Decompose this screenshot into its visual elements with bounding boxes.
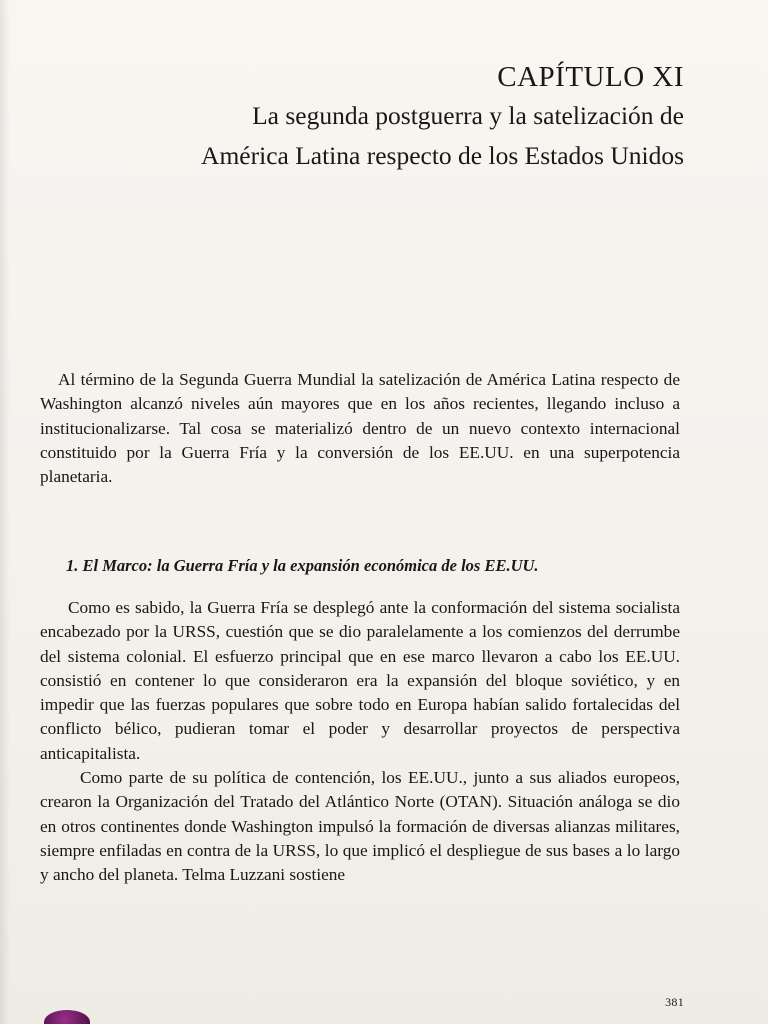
chapter-header [44, 58, 684, 176]
intro-section [40, 368, 680, 489]
chapter-label: CAPÍTULO XI [497, 61, 684, 93]
page-gutter-shadow [0, 0, 10, 1024]
section-heading: 1. El Marco: la Guerra Fría y la expansión económica de los EE.UU. [66, 556, 539, 575]
main-text [40, 596, 680, 888]
page-number: 381 [665, 995, 684, 1009]
body-paragraph-2: Como parte de su política de contención, los EE.UU., junto a sus aliados europeos, crearon la Organización del Tratado del Atlántico Norte (OTAN). Situación análoga se dio en otros continentes donde Washington impulsó la formación de diversas alianzas militares, siempre enfiladas en contra de la URSS, lo que implicó el despliegue de sus bases a lo largo y ancho del planeta. Telma Luzzani sostiene [40, 768, 680, 885]
corner-object [44, 1010, 90, 1024]
chapter-title-line-2: América Latina respecto de los Estados Unidos [201, 141, 684, 170]
intro-paragraph: Al término de la Segunda Guerra Mundial la satelización de América Latina respecto de Washington alcanzó niveles aún mayores que en los años recientes, llegando incluso a institucionalizarse. Tal cosa se materializó dentro de un nuevo contexto internacional constituido por la Guerra Fría y la conversión de los EE.UU. en una superpotencia planetaria. [40, 370, 680, 487]
body-paragraph-1: Como es sabido, la Guerra Fría se desplegó ante la conformación del sistema socialista encabezado por la URSS, cuestión que se dio paralelamente a los comienzos del derrumbe del sistema colonial. El esfuerzo principal que en ese marco llevaron a cabo los EE.UU. consistió en contener lo que consideraron era la expansión del bloque soviético, y en impedir que las fuerzas populares que sobre todo en Europa habían salido fortalecidas del conflicto bélico, pudieran tomar el poder y desarrollar proyectos de perspectiva anticapitalista. [40, 598, 680, 763]
chapter-title-line-1: La segunda postguerra y la satelización de [252, 101, 684, 130]
